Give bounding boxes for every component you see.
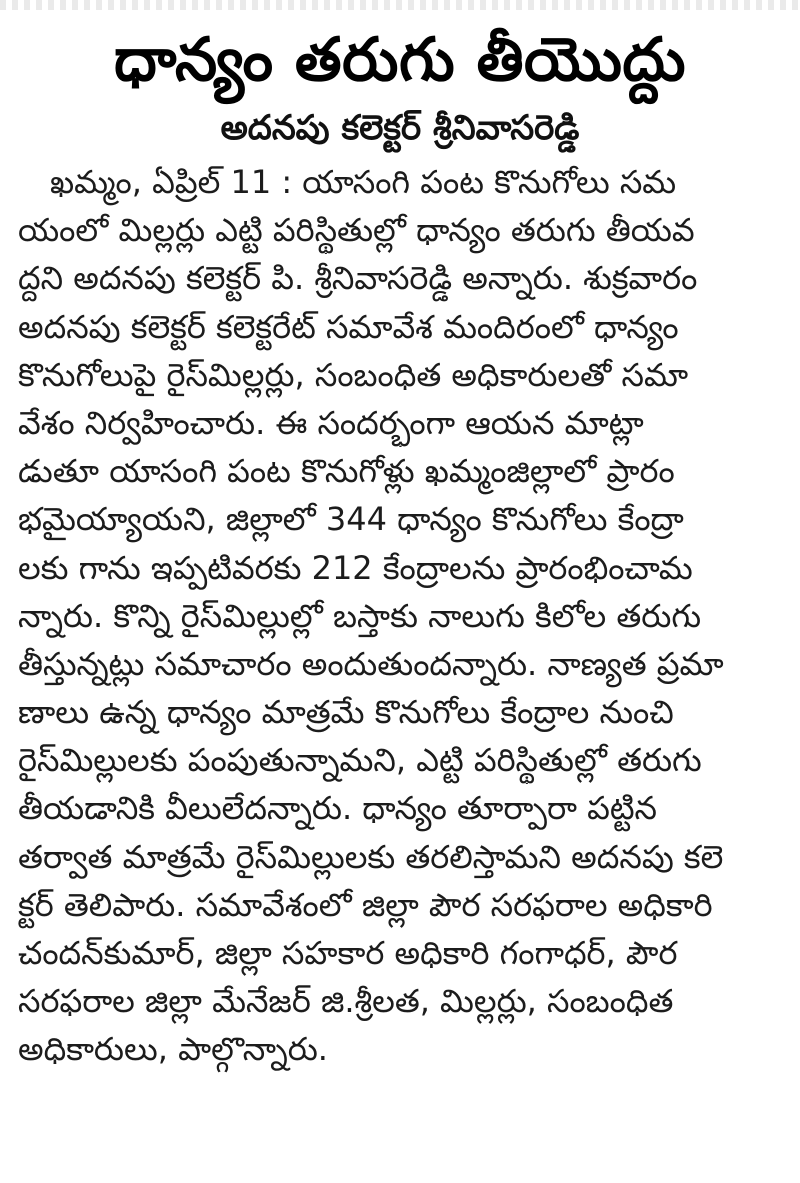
body-line: రైస్‌మిల్లులకు పంపుతున్నామని, ఎట్టి పరిస్థితుల్లో తరుగు [18, 741, 702, 780]
body-line: అధికారులు, పాల్గొన్నారు. [18, 1030, 328, 1069]
body-line: ద్దని అదనపు కలెక్టర్ పి. శ్రీనివాసరెడ్డి అన్నారు. శుక్రవారం [18, 259, 698, 298]
body-line: తీస్తున్నట్లు సమాచారం అందుతుందన్నారు. నాణ్యత ప్రమా [18, 644, 724, 683]
article-subheadline: అదనపు కలెక్టర్ శ్రీనివాసరెడ్డి [220, 108, 580, 148]
body-line: యంలో మిల్లర్లు ఎట్టి పరిస్థితుల్లో ధాన్యం తరుగు తీయవ [18, 211, 695, 250]
body-line: వేశం నిర్వహించారు. ఈ సందర్భంగా ఆయన మాట్లా [18, 403, 644, 442]
article-body [18, 158, 788, 1074]
body-line: తీయడానికి వీలులేదన్నారు. ధాన్యం తూర్పారా పట్టిన [18, 789, 658, 828]
body-line: అదనపు కలెక్టర్ కలెక్టరేట్ సమావేశ మందిరంలో ధాన్యం [18, 307, 679, 346]
body-line: న్నారు. కొన్ని రైస్‌మిల్లుల్లో బస్తాకు నాలుగు కిలోల తరుగు [18, 596, 702, 635]
body-line: తర్వాత మాత్రమే రైస్‌మిల్లులకు తరలిస్తామని అదనపు కలె [18, 837, 724, 876]
body-line: లకు గాను ఇప్పటివరకు 212 కేంద్రాలను ప్రారంభించామ [18, 548, 693, 587]
body-line: భమైయ్యాయని, జిల్లాలో 344 ధాన్యం కొనుగోలు కేంద్రా [18, 500, 684, 539]
body-line: డుతూ యాసంగి పంట కొనుగోళ్లు ఖమ్మంజిల్లాలో ప్రారం [18, 452, 675, 491]
body-line: సరఫరాల జిల్లా మేనేజర్ జి.శ్రీలత, మిల్లర్లు, సంబంధిత [18, 982, 674, 1021]
body-line: కొనుగోలుపై రైస్‌మిల్లర్లు, సంబంధిత అధికారులతో సమా [18, 355, 689, 394]
body-line: ణాలు ఉన్న ధాన్యం మాత్రమే కొనుగోలు కేంద్రాల నుంచి [18, 693, 674, 732]
body-line: ఖమ్మం, ఏప్రిల్ 11 : యాసంగి పంట కొనుగోలు సమ [50, 163, 677, 201]
article-headline: ధాన్యం తరుగు తీయొద్దు [113, 25, 687, 95]
body-line: క్టర్ తెలిపారు. సమావేశంలో జిల్లా పౌర సరఫరాల అధికారి [18, 885, 713, 924]
torn-top-edge [0, 0, 800, 10]
body-line: చందన్‌కుమార్, జిల్లా సహకార అధికారి గంగాధర్, పౌర [18, 934, 678, 972]
